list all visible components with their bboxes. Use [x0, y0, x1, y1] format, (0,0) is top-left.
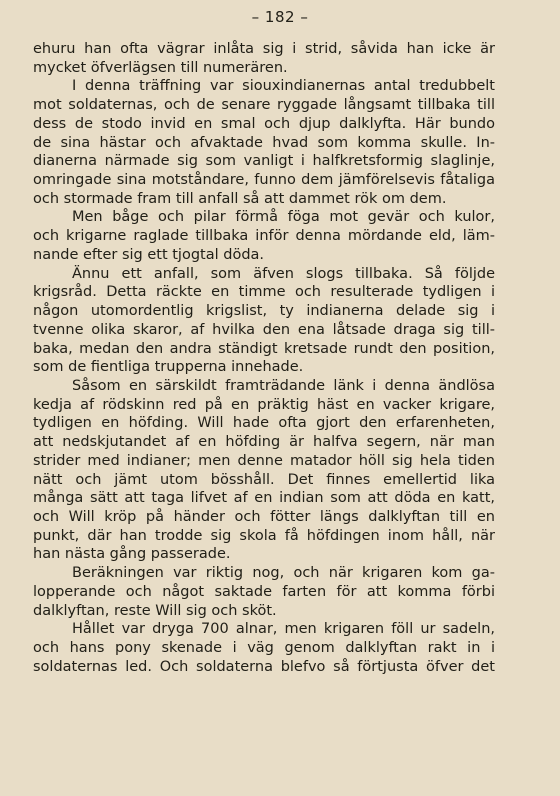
- text-line: att nedskjutandet af en höfding är halfva segern, när man: [33, 434, 495, 451]
- text-line: dess de stodo invid en smal och djup dalklyfta. Här bundo: [33, 115, 495, 132]
- text-line: krigsråd. Detta räckte en timme och resulterade tydligen i: [33, 284, 495, 301]
- text-line: kedja af rödskinn red på en präktig häst en vacker krigare,: [33, 396, 495, 413]
- page-number: – 182 –: [251, 8, 309, 26]
- text-line: Hållet var dryga 700 alnar, men krigaren föll ur sadeln,: [72, 621, 495, 638]
- text-line: han nästa gång passerade.: [33, 546, 231, 563]
- text-line: I denna träffning var siouxindianernas antal tredubbelt: [72, 78, 495, 95]
- text-line: och hans pony skenade i väg genom dalklyftan rakt in i: [33, 640, 495, 656]
- text-line: Såsom en särskildt framträdande länk i denna ändlösa: [72, 377, 495, 394]
- text-line: nande efter sig ett tjogtal döda.: [33, 246, 265, 263]
- text-line: strider med indianer; men denne matador höll sig hela tiden: [33, 452, 495, 469]
- text-line: många sätt att taga lifvet af en indian som att döda en katt,: [33, 490, 495, 507]
- text-line: ehuru han ofta vägrar inlåta sig i strid, såvida han icke är: [33, 41, 495, 57]
- text-line: mycket öfverlägsen till numerären.: [33, 59, 288, 76]
- text-line: Ännu ett anfall, som äfven slogs tillbaka. Så följde: [72, 265, 495, 282]
- text-line: soldaternas led. Och soldaterna blefvo så förtjusta öfver det: [33, 658, 495, 675]
- text-line: nätt och jämt utom bösshåll. Det finnes emellertid lika: [33, 471, 495, 488]
- text-line: omringade sina motståndare, funno dem jämförelsevis fåtaliga: [33, 172, 495, 189]
- text-line: punkt, där han trodde sig skola få höfdingen inom håll, när: [33, 527, 495, 544]
- text-line: baka, medan den andra ständigt kretsade rundt den position,: [33, 340, 495, 357]
- text-line: tvenne olika skaror, af hvilka den ena låtsade draga sig till-: [33, 321, 495, 338]
- text-line: dalklyftan, reste Will sig och sköt.: [33, 602, 277, 619]
- text-line: någon utomordentlig krigslist, ty indianerna delade sig i: [33, 303, 495, 320]
- text-line: och Will kröp på händer och fötter längs dalklyftan till en: [33, 508, 495, 525]
- text-line: lopperande och något saktade farten för att komma förbi: [33, 583, 495, 600]
- text-line: och krigarne raglade tillbaka inför denna mördande eld, läm-: [33, 228, 495, 245]
- text-line: Beräkningen var riktig nog, och när krigaren kom ga-: [72, 565, 495, 582]
- text-line: och stormade fram till anfall så att dammet rök om dem.: [33, 190, 447, 207]
- text-line: Men båge och pilar förmå föga mot gevär och kulor,: [72, 209, 495, 226]
- text-line: de sina hästar och afvaktade hvad som komma skulle. In-: [33, 134, 495, 151]
- text-line: som de fientliga trupperna innehade.: [33, 359, 304, 376]
- text-line: tydligen en höfding. Will hade ofta gjort den erfarenheten,: [33, 415, 495, 432]
- text-line: dianerna närmade sig som vanligt i halfkretsformig slaglinje,: [33, 153, 495, 170]
- text-line: mot soldaternas, och de senare ryggade långsamt tillbaka till: [33, 97, 495, 114]
- body-text: [33, 40, 495, 676]
